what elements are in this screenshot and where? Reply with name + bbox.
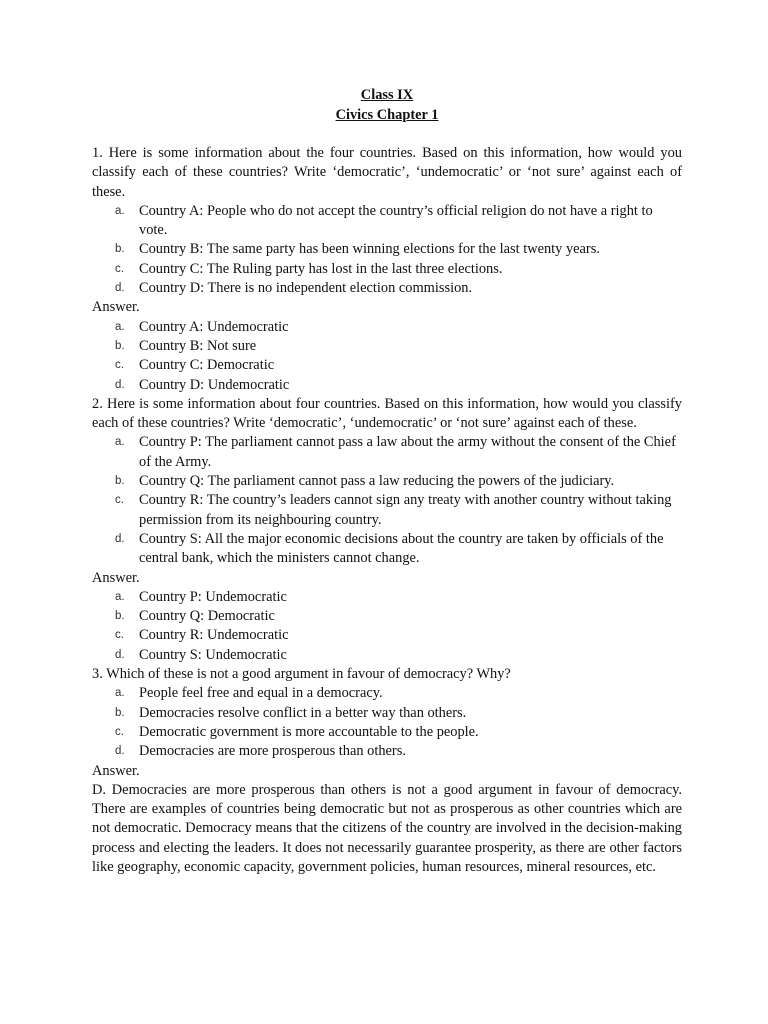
- answer-paragraph: D. Democracies are more prosperous than others is not a good argument in favour of democracy. There are examples of countries being democratic but not as prosperous as other countries which are not democratic. Democracy means that the citizens of the country are involved in the decision-making process and electing the leaders. It does not necessarily guarantee prosperity, as there are other factors like geography, economic capacity, government policies, human resources, mineral resources, etc.: [92, 781, 682, 875]
- option-text: People feel free and equal in a democracy.: [139, 685, 383, 702]
- question-2-text: 2. Here is some information about four countries. Based on this information, how would you classify each of these countries? Write ‘democratic’, ‘undemocratic’ or ‘not sure’ against each of these.: [92, 395, 682, 432]
- list-item: [92, 607, 682, 626]
- list-marker: a.: [115, 436, 125, 449]
- list-marker: c.: [115, 262, 124, 275]
- list-marker: a.: [115, 204, 125, 217]
- list-item: [92, 260, 682, 279]
- option-text: Country S: All the major economic decisions about the country are taken by officials of the central bank, which the ministers cannot change.: [139, 530, 664, 567]
- answer-label: Answer.: [92, 762, 140, 779]
- list-item: [92, 202, 682, 241]
- list-item: [92, 684, 682, 703]
- option-text: Democratic government is more accountable to the people.: [139, 723, 479, 740]
- list-marker: c.: [115, 494, 124, 507]
- list-item: [92, 704, 682, 723]
- question-3-options: [92, 684, 682, 761]
- list-item: [92, 723, 682, 742]
- answer-text: Country D: Undemocratic: [139, 376, 290, 393]
- answer-text: Country C: Democratic: [139, 357, 275, 374]
- list-marker: d.: [115, 745, 125, 758]
- chapter-title: Civics Chapter 1: [335, 106, 439, 123]
- list-item: [92, 472, 682, 491]
- spacer: [92, 125, 682, 144]
- list-marker: c.: [115, 725, 124, 738]
- answer-text: Country A: Undemocratic: [139, 318, 289, 335]
- list-marker: d.: [115, 532, 125, 545]
- list-marker: b.: [115, 243, 125, 256]
- option-text: Country B: The same party has been winning elections for the last twenty years.: [139, 241, 600, 258]
- list-marker: b.: [115, 706, 125, 719]
- list-marker: a.: [115, 687, 125, 700]
- list-marker: d.: [115, 648, 125, 661]
- answer-text: Country R: Undemocratic: [139, 627, 289, 644]
- list-item: [92, 626, 682, 645]
- list-marker: c.: [115, 629, 124, 642]
- list-item: [92, 279, 682, 298]
- question-1-answers: [92, 318, 682, 395]
- list-item: [92, 433, 682, 472]
- answer-label: Answer.: [92, 569, 140, 586]
- list-item: [92, 646, 682, 665]
- option-text: Country A: People who do not accept the country’s official religion do not have a right to vote.: [139, 202, 653, 239]
- answer-text: Country S: Undemocratic: [139, 646, 287, 663]
- option-text: Country Q: The parliament cannot pass a law reducing the powers of the judiciary.: [139, 473, 615, 490]
- list-marker: b.: [115, 475, 125, 488]
- option-text: Democracies resolve conflict in a better way than others.: [139, 704, 467, 721]
- option-text: Country C: The Ruling party has lost in the last three elections.: [139, 260, 503, 277]
- question-1-options: [92, 202, 682, 298]
- list-item: [92, 337, 682, 356]
- list-item: [92, 356, 682, 375]
- option-text: Country P: The parliament cannot pass a law about the army without the consent of the Chief of the Army.: [139, 434, 676, 470]
- list-item: [92, 240, 682, 259]
- answer-text: Country Q: Democratic: [139, 608, 275, 625]
- question-2-answers: [92, 588, 682, 665]
- answer-text: Country P: Undemocratic: [139, 588, 287, 605]
- list-marker: a.: [115, 320, 125, 333]
- list-marker: a.: [115, 590, 125, 603]
- list-item: [92, 588, 682, 607]
- option-text: Democracies are more prosperous than others.: [139, 743, 406, 760]
- list-marker: d.: [115, 282, 125, 295]
- answer-text: Country B: Not sure: [139, 337, 257, 354]
- list-marker: d.: [115, 378, 125, 391]
- list-item: [92, 491, 682, 530]
- document-page: [92, 86, 682, 877]
- list-item: [92, 530, 682, 569]
- question-2-options: [92, 433, 682, 568]
- list-marker: b.: [115, 610, 125, 623]
- list-item: [92, 318, 682, 337]
- list-marker: c.: [115, 359, 124, 372]
- list-item: [92, 376, 682, 395]
- list-item: [92, 742, 682, 761]
- option-text: Country R: The country’s leaders cannot sign any treaty with another country without taking permission from its neighbouring country.: [139, 492, 672, 528]
- question-1-text: 1. Here is some information about the four countries. Based on this information, how would you classify each of these countries? Write ‘democratic’, ‘undemocratic’ or ‘not sure’ against each of these.: [92, 145, 682, 200]
- question-3-text: 3. Which of these is not a good argument in favour of democracy? Why?: [92, 666, 511, 683]
- option-text: Country D: There is no independent election commission.: [139, 280, 473, 297]
- list-marker: b.: [115, 339, 125, 352]
- answer-label: Answer.: [92, 299, 140, 316]
- class-title: Class IX: [360, 87, 414, 103]
